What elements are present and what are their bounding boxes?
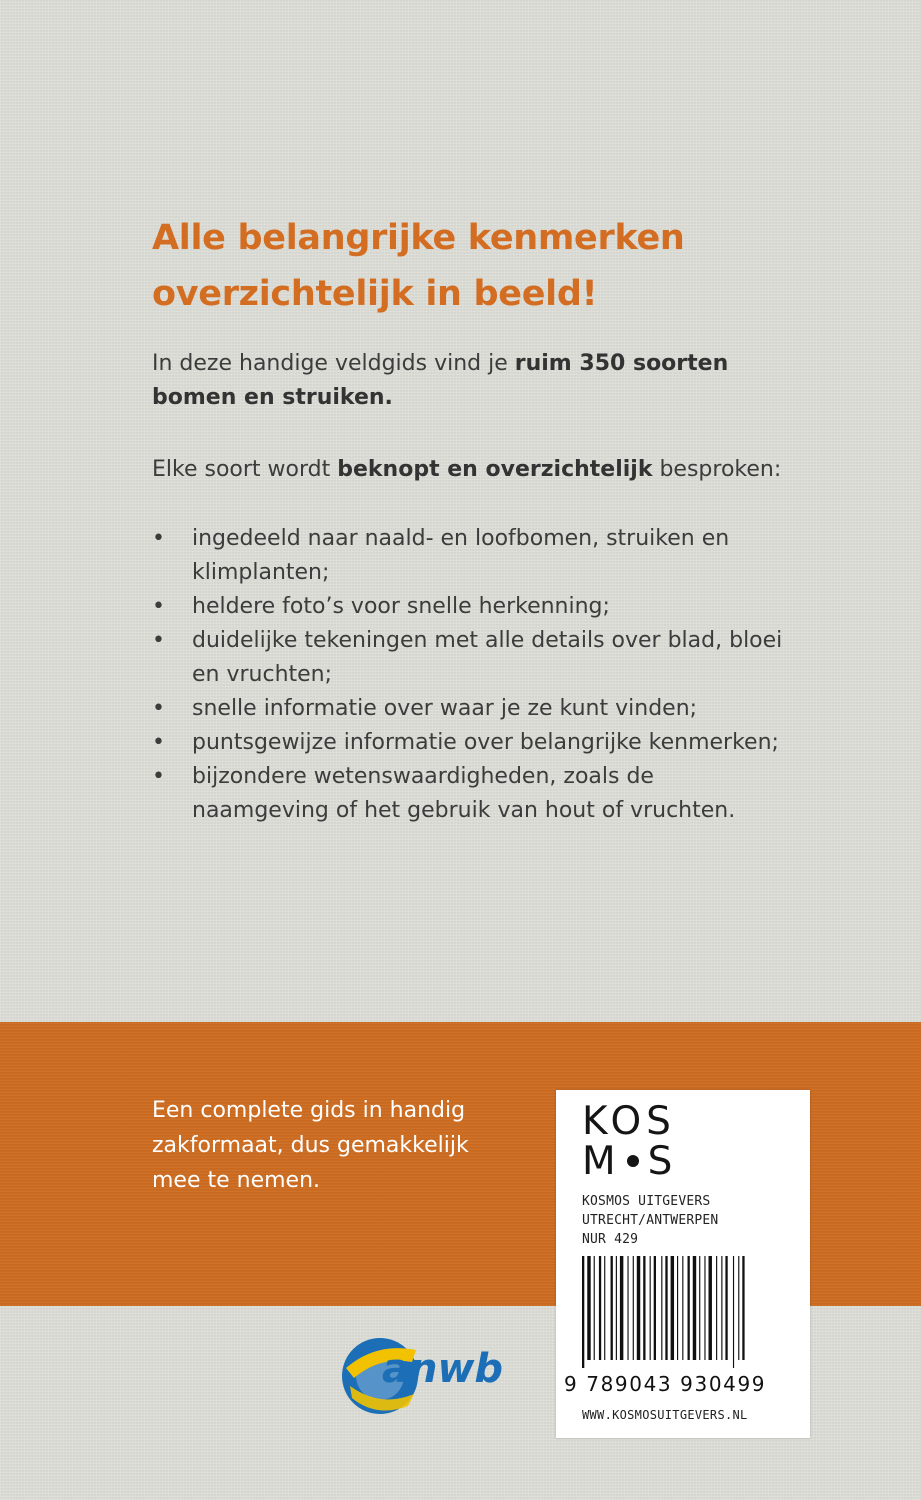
- barcode-bar: [682, 1256, 683, 1360]
- publisher-website: WWW.KOSMOSUITGEVERS.NL: [582, 1408, 748, 1422]
- feature-list: [152, 522, 852, 828]
- kosmos-logo-top: KOS: [582, 1099, 676, 1144]
- description-bold: beknopt en overzichtelijk: [337, 457, 653, 482]
- anwb-logo-text: anwb: [382, 1346, 504, 1392]
- feature-line: puntsgewijze informatie over belangrijke kenmerken;: [192, 730, 779, 755]
- intro-paragraph: [152, 347, 852, 415]
- kosmos-logo-bottom: [582, 1139, 692, 1184]
- barcode-bar: [742, 1256, 744, 1360]
- barcode-bar: [709, 1256, 712, 1360]
- intro-text: In deze handige veldgids vind je: [152, 351, 515, 376]
- barcode-bar: [604, 1256, 605, 1360]
- barcode-image: [582, 1256, 790, 1368]
- bullet-icon: •: [152, 696, 165, 721]
- description-text-after: besproken:: [652, 457, 782, 482]
- feature-item: [152, 590, 852, 624]
- kosmos-logo-s: S: [647, 1139, 678, 1184]
- description-text-before: Elke soort wordt: [152, 457, 338, 482]
- intro-bold-2: bomen en struiken.: [152, 385, 393, 410]
- feature-line: naamgeving of het gebruik van hout of vruchten.: [192, 798, 736, 823]
- feature-line: heldere foto’s voor snelle herkenning;: [192, 594, 610, 619]
- intro-bold-1: ruim 350 soorten: [514, 351, 729, 376]
- barcode-bar: [587, 1256, 590, 1360]
- bullet-icon: •: [152, 628, 165, 653]
- bullet-icon: •: [152, 730, 165, 755]
- barcode-bar: [665, 1256, 667, 1360]
- barcode-bar: [661, 1256, 662, 1360]
- isbn-number: 9 789043 930499: [564, 1372, 767, 1396]
- barcode-bar: [611, 1256, 613, 1360]
- kosmos-logo: [582, 1099, 692, 1184]
- bullet-icon: •: [152, 764, 165, 789]
- barcode-bar: [733, 1256, 734, 1368]
- feature-line: duidelijke tekeningen met alle details over blad, bloei: [192, 628, 783, 653]
- feature-line: snelle informatie over waar je ze kunt vinden;: [192, 696, 698, 721]
- barcode-bar: [582, 1256, 584, 1368]
- band-text: [152, 1093, 482, 1198]
- barcode-bar: [627, 1256, 628, 1360]
- barcode-bar: [688, 1256, 690, 1360]
- feature-item: [152, 522, 852, 590]
- barcode-bar: [721, 1256, 722, 1360]
- feature-item: [152, 624, 852, 692]
- feature-item: [152, 692, 852, 726]
- feature-line: en vruchten;: [192, 662, 333, 687]
- barcode-bar: [693, 1256, 696, 1360]
- barcode-bar: [637, 1256, 640, 1360]
- feature-line: ingedeeld naar naald- en loofbomen, struiken en: [192, 526, 730, 551]
- kosmos-logo-m: M: [582, 1139, 621, 1184]
- headline-line-2: overzichtelijk in beeld!: [152, 274, 598, 314]
- barcode-bar: [704, 1256, 705, 1360]
- barcode-bar: [716, 1256, 717, 1360]
- barcode-bar: [620, 1256, 623, 1360]
- bullet-icon: •: [152, 594, 165, 619]
- barcode-bar: [616, 1256, 617, 1360]
- barcode-bar: [738, 1256, 739, 1360]
- band-line-1: Een complete gids in handig: [152, 1098, 466, 1123]
- feature-line: klimplanten;: [192, 560, 330, 585]
- barcode-bar: [643, 1256, 645, 1360]
- barcode-bar: [677, 1256, 678, 1360]
- barcode-bar: [699, 1256, 700, 1360]
- band-line-2: zakformaat, dus gemakkelijk: [152, 1133, 469, 1158]
- feature-line: bijzondere wetenswaardigheden, zoals de: [192, 764, 654, 789]
- band-line-3: mee te nemen.: [152, 1168, 321, 1193]
- barcode-bar: [650, 1256, 651, 1360]
- kosmos-dot-icon: [627, 1155, 639, 1167]
- barcode-bar: [725, 1256, 727, 1360]
- barcode-bar: [671, 1256, 674, 1360]
- barcode-bar: [594, 1256, 595, 1360]
- headline: [152, 210, 852, 322]
- feature-item: [152, 726, 852, 760]
- nur-code: NUR 429: [582, 1232, 639, 1247]
- barcode-bar: [599, 1256, 601, 1360]
- barcode-bar: [654, 1256, 656, 1360]
- feature-item: [152, 760, 852, 828]
- barcode-bar: [633, 1256, 634, 1360]
- publisher-name: KOSMOS UITGEVERS: [582, 1194, 711, 1209]
- description-paragraph: [152, 453, 852, 487]
- publisher-location: UTRECHT/ANTWERPEN: [582, 1213, 719, 1228]
- headline-line-1: Alle belangrijke kenmerken: [152, 218, 685, 258]
- publisher-info: [582, 1192, 807, 1249]
- publisher-box: [556, 1090, 810, 1438]
- bullet-icon: •: [152, 526, 165, 551]
- anwb-logo: [336, 1320, 532, 1424]
